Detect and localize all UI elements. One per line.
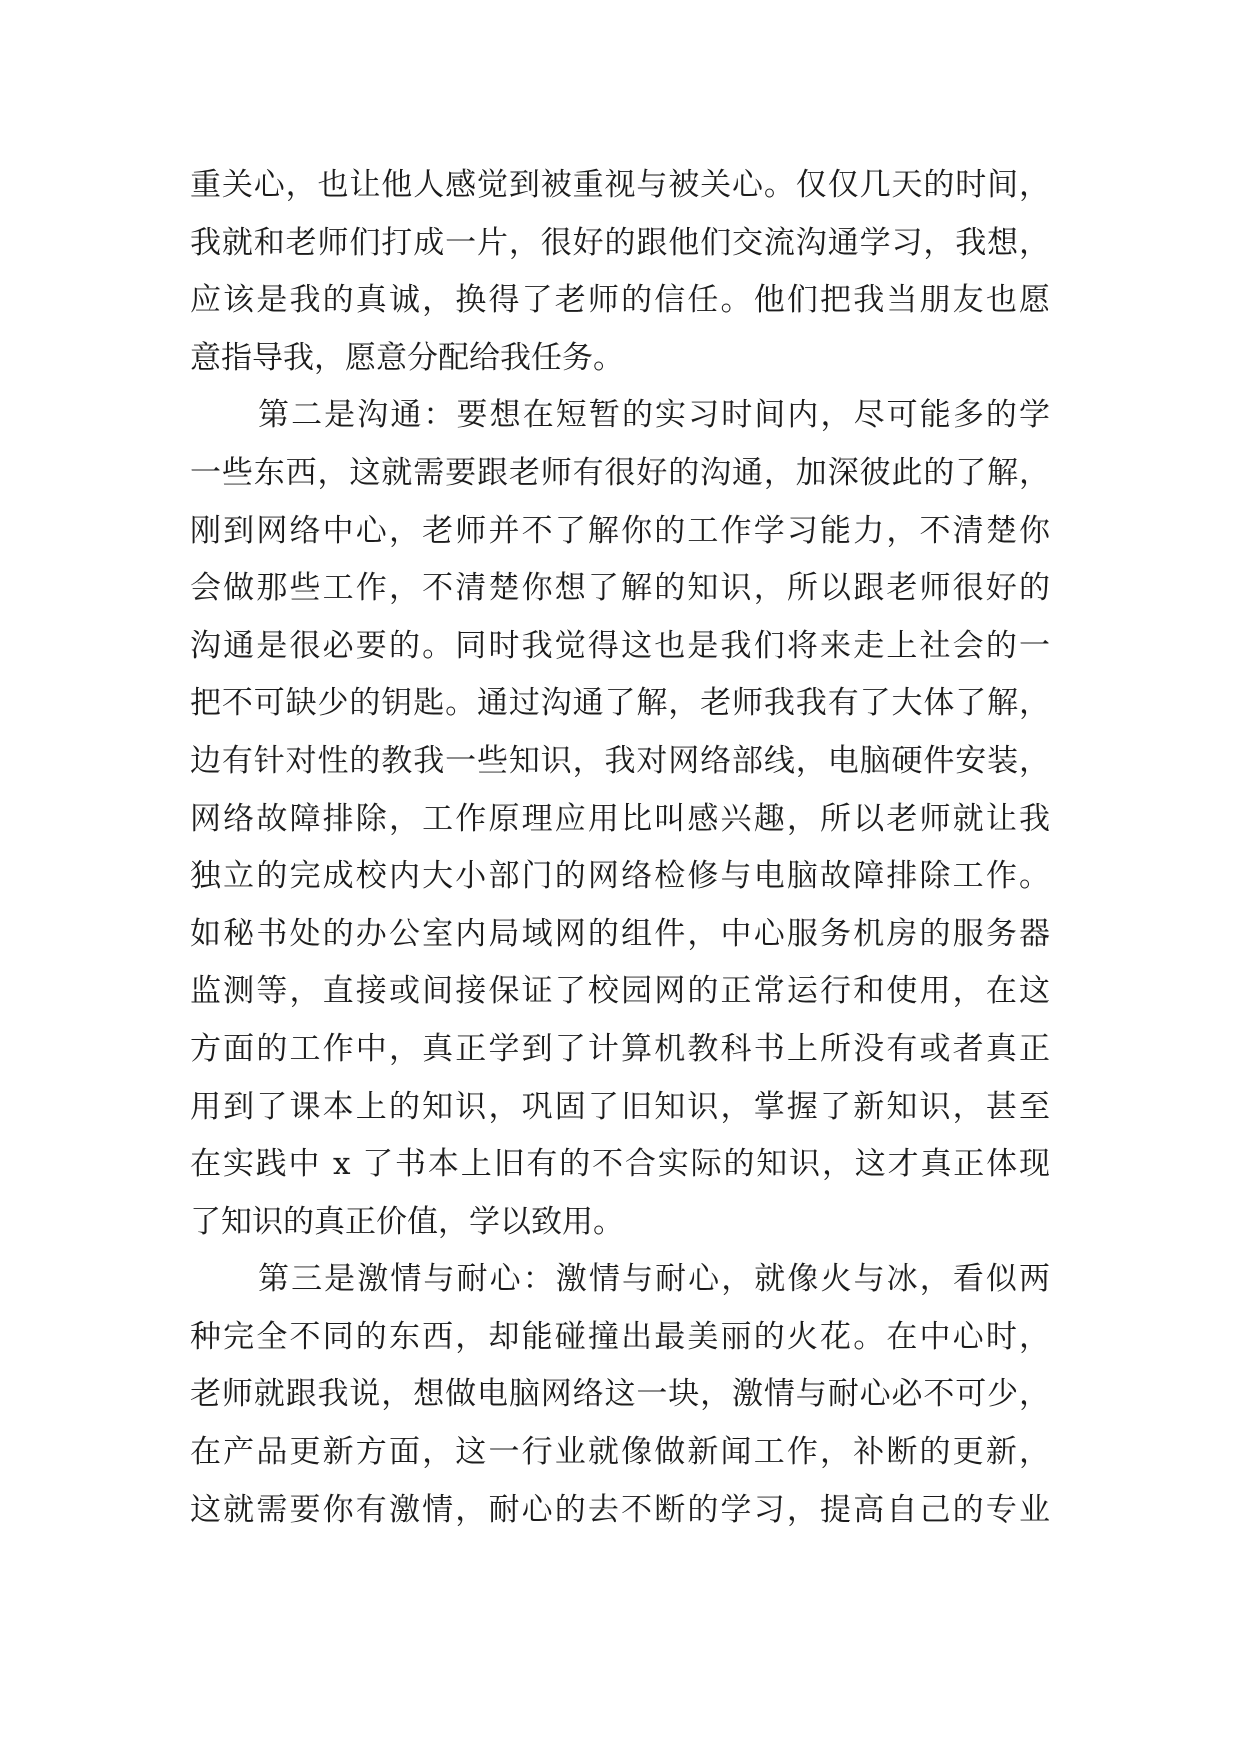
text-line: 刚到网络中心，老师并不了解你的工作学习能力，不清楚你 [190, 512, 1050, 549]
text-line: 老师就跟我说，想做电脑网络这一块，激情与耐心必不可少， [190, 1376, 1050, 1413]
text-line: 在产品更新方面，这一行业就像做新闻工作，补断的更新， [190, 1434, 1050, 1471]
text-line: 沟通是很必要的。同时我觉得这也是我们将来走上社会的一 [190, 627, 1050, 664]
text-line: 如秘书处的办公室内局域网的组件，中心服务机房的服务器 [190, 915, 1050, 952]
text-line: 独立的完成校内大小部门的网络检修与电脑故障排除工作。 [190, 858, 1050, 895]
paragraph-3 [190, 1251, 1050, 1539]
text-line: 会做那些工作，不清楚你想了解的知识，所以跟老师很好的 [190, 570, 1050, 607]
text-line: 在实践中 x 了书本上旧有的不合实际的知识，这才真正体现 [190, 1146, 1050, 1183]
paragraph-1 [190, 157, 1050, 387]
paragraph-2 [190, 387, 1050, 1251]
text-line: 第三是激情与耐心：激情与耐心，就像火与冰，看似两 [258, 1261, 1050, 1298]
text-line: 网络故障排除，工作原理应用比叫感兴趣，所以老师就让我 [190, 800, 1050, 837]
text-line: 用到了课本上的知识，巩固了旧知识，掌握了新知识，甚至 [190, 1088, 1050, 1125]
text-line: 方面的工作中，真正学到了计算机教科书上所没有或者真正 [190, 1030, 1050, 1067]
text-line: 意指导我，愿意分配给我任务。 [190, 339, 624, 376]
text-line: 把不可缺少的钥匙。通过沟通了解，老师我我有了大体了解， [190, 685, 1050, 722]
text-line: 第二是沟通：要想在短暂的实习时间内，尽可能多的学 [258, 397, 1050, 434]
text-line: 了知识的真正价值，学以致用。 [190, 1203, 624, 1240]
document-body [190, 157, 1050, 1539]
text-line: 重关心，也让他人感觉到被重视与被关心。仅仅几天的时间， [190, 167, 1050, 203]
text-line: 边有针对性的教我一些知识，我对网络部线，电脑硬件安装， [190, 742, 1050, 779]
text-line: 种完全不同的东西，却能碰撞出最美丽的火花。在中心时， [190, 1318, 1050, 1355]
text-line: 应该是我的真诚，换得了老师的信任。他们把我当朋友也愿 [190, 282, 1050, 319]
text-line: 我就和老师们打成一片，很好的跟他们交流沟通学习，我想， [190, 224, 1050, 261]
text-line: 这就需要你有激情，耐心的去不断的学习，提高自己的专业 [190, 1491, 1050, 1528]
text-line: 监测等，直接或间接保证了校园网的正常运行和使用，在这 [190, 973, 1050, 1010]
text-line: 一些东西，这就需要跟老师有很好的沟通，加深彼此的了解， [190, 454, 1050, 491]
